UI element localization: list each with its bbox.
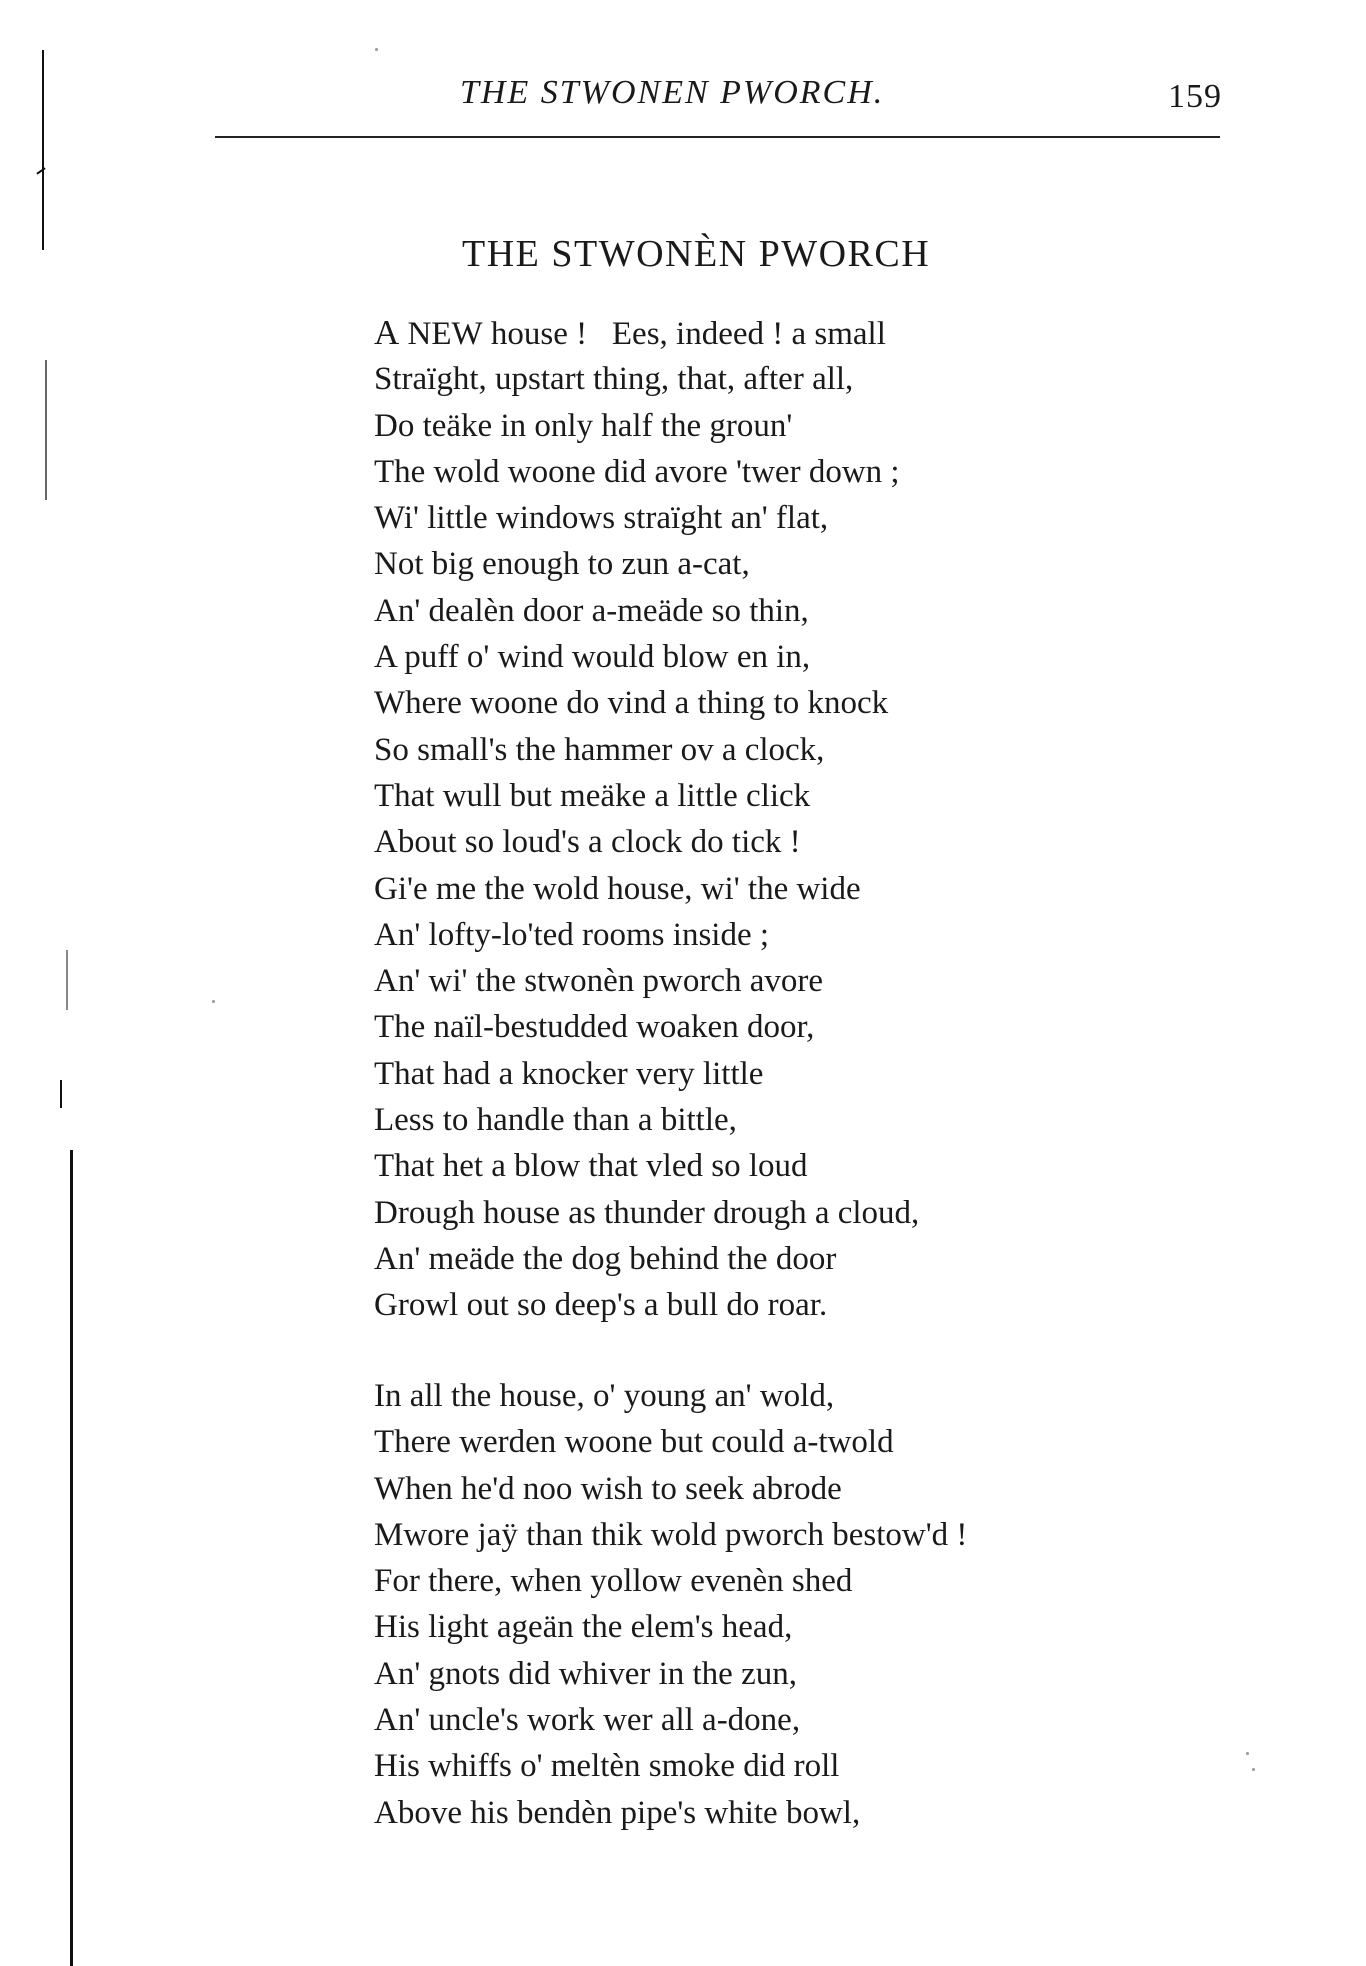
- header-rule: [215, 136, 1220, 138]
- poem-line: The naïl-bestudded woaken door,: [374, 1009, 815, 1046]
- poem-title: THE STWONÈN PWORCH: [462, 233, 931, 275]
- opening-rest: house ! Ees, indeed ! a small: [482, 316, 886, 352]
- speck: [212, 1000, 215, 1003]
- poem-line: Straïght, upstart thing, that, after all,: [374, 361, 854, 398]
- poem-line: In all the house, o' young an' wold,: [374, 1378, 835, 1414]
- poem-line: An' uncle's work wer all a-done,: [374, 1702, 801, 1739]
- margin-mark: [42, 50, 44, 250]
- speck: [1252, 1768, 1255, 1771]
- poem-line: Mwore jaÿ than thik wold pworch bestow'd !: [374, 1516, 968, 1553]
- poem-line: So small's the hammer ov a clock,: [374, 731, 825, 768]
- poem-line: Gi'e me the wold house, wi' the wide: [374, 870, 861, 907]
- poem-line: When he'd noo wish to seek abrode: [374, 1470, 842, 1507]
- poem-line: Above his bendèn pipe's white bowl,: [374, 1794, 861, 1831]
- binding-edge: [70, 1150, 73, 1966]
- stanza-1: [374, 310, 919, 1329]
- speck: [375, 48, 378, 51]
- opening-initial: A: [374, 313, 400, 352]
- poem-line: Less to handle than a bittle,: [374, 1102, 737, 1139]
- poem-line: That het a blow that vled so loud: [374, 1148, 808, 1185]
- speck: [1246, 1752, 1249, 1755]
- running-title: THE STWONEN PWORCH.: [460, 74, 885, 111]
- poem-line: About so loud's a clock do tick !: [374, 824, 801, 861]
- poem-line: An' wi' the stwonèn pworch avore: [374, 963, 824, 1000]
- poem-line: His light ageän the elem's head,: [374, 1609, 793, 1646]
- poem-line: Where woone do vind a thing to knock: [374, 685, 889, 722]
- poem-line: A puff o' wind would blow en in,: [374, 639, 811, 676]
- margin-mark: [60, 1080, 62, 1108]
- poem-line: Not big enough to zun a-cat,: [374, 546, 750, 583]
- poem-line: An' meäde the dog behind the door: [374, 1240, 837, 1277]
- poem-line: Do teäke in only half the groun': [374, 407, 793, 444]
- page-number: 159: [1168, 78, 1222, 115]
- poem-line: Drough house as thunder drough a cloud,: [374, 1194, 920, 1231]
- poem-line: There werden woone but could a-twold: [374, 1424, 894, 1461]
- poem-line: [374, 310, 919, 356]
- poem-line: Growl out so deep's a bull do roar.: [374, 1287, 828, 1324]
- opening-small-caps: NEW: [407, 316, 483, 352]
- poem-line: For there, when yollow evenèn shed: [374, 1563, 853, 1600]
- poem-line: An' lofty-lo'ted rooms inside ;: [374, 916, 770, 953]
- poem-line: That had a knocker very little: [374, 1055, 764, 1092]
- poem-line: An' dealèn door a-meäde so thin,: [374, 592, 809, 629]
- poem-line: His whiffs o' meltèn smoke did roll: [374, 1748, 840, 1785]
- poem-line: The wold woone did avore 'twer down ;: [374, 453, 900, 490]
- margin-mark: [66, 950, 68, 1010]
- margin-mark: [36, 167, 45, 174]
- poem-line: An' gnots did whiver in the zun,: [374, 1655, 797, 1692]
- stanza-2: [374, 1373, 967, 1836]
- poem-line: That wull but meäke a little click: [374, 777, 811, 814]
- poem-line: Wi' little windows straïght an' flat,: [374, 500, 829, 537]
- margin-mark: [45, 360, 47, 500]
